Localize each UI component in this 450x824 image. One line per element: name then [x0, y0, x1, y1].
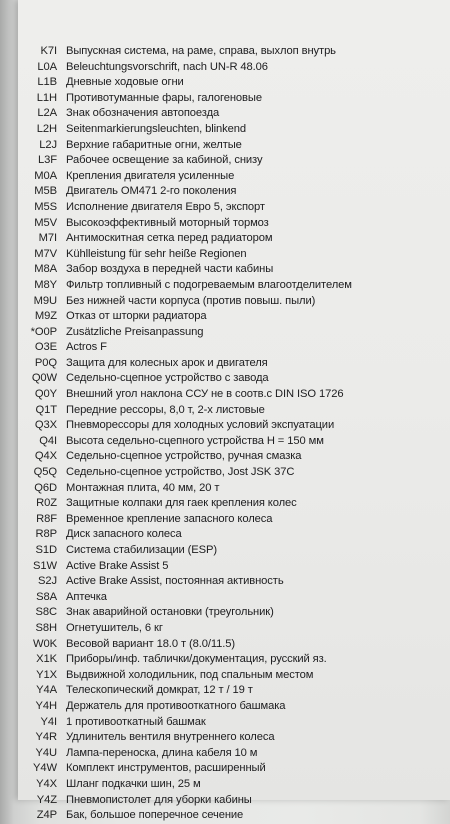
- option-description: Фильтр топливный с подогреваемым влагоотделителем: [66, 278, 352, 291]
- option-description: Система стабилизации (ESP): [66, 544, 218, 556]
- option-code: S1W: [33, 559, 57, 572]
- option-description: Передние рессоры, 8,0 т, 2-х листовые: [66, 403, 265, 416]
- option-row: [0, 512, 450, 528]
- option-row: [0, 262, 450, 278]
- option-row: [0, 340, 450, 356]
- option-code: R8F: [36, 512, 57, 525]
- option-row: [0, 169, 450, 185]
- option-row: [0, 387, 450, 403]
- option-row: [0, 247, 450, 263]
- option-code: R8P: [35, 528, 57, 541]
- option-row: [0, 91, 450, 107]
- option-description: Крепления двигателя усиленные: [66, 169, 235, 182]
- option-description: Знак обозначения автопоезда: [66, 107, 220, 120]
- option-description: Огнетушитель, 6 кг: [66, 621, 163, 634]
- option-description: Приборы/инф. таблички/документация, русский яз.: [66, 653, 327, 666]
- option-description: Исполнение двигателя Евро 5, экспорт: [66, 200, 265, 213]
- option-code: Z4P: [36, 809, 57, 822]
- option-row: [0, 278, 450, 294]
- option-row: [0, 481, 450, 497]
- option-code: M5B: [34, 185, 57, 198]
- option-row: [0, 434, 450, 450]
- option-code: Q1T: [35, 403, 57, 416]
- option-code: Q0W: [31, 372, 57, 385]
- option-code: L0A: [37, 60, 57, 73]
- option-description: Двигатель OM471 2-го поколения: [66, 185, 237, 198]
- option-description: Забор воздуха в передней части кабины: [66, 263, 274, 276]
- option-code: Q4X: [34, 450, 57, 463]
- option-code: W0K: [33, 637, 57, 650]
- option-description: Держатель для противооткатного башмака: [66, 699, 286, 712]
- option-description: Без нижней части корпуса (против повыш. пыли): [66, 294, 316, 307]
- option-row: [0, 699, 450, 715]
- option-description: Beleuchtungsvorschrift, nach UN-R 48.06: [66, 60, 268, 73]
- option-code: Q4I: [39, 434, 57, 447]
- option-row: [0, 527, 450, 543]
- option-code: S8A: [36, 590, 57, 603]
- option-row: [0, 403, 450, 419]
- option-code-list: [0, 44, 450, 824]
- option-description: Временное крепление запасного колеса: [66, 512, 273, 525]
- option-row: [0, 325, 450, 341]
- option-description: Active Brake Assist 5: [66, 559, 169, 572]
- option-description: Защитные колпаки для гаек крепления колес: [66, 497, 297, 510]
- option-row: [0, 808, 450, 824]
- option-code: S1D: [35, 544, 57, 556]
- option-row: [0, 60, 450, 76]
- option-description: Бак, большое поперечное сечение: [66, 809, 244, 822]
- option-description: Шланг подкачки шин, 25 м: [66, 777, 201, 790]
- option-code: M8Y: [34, 278, 57, 291]
- option-description: Седельно-сцепное устройство, ручная смазка: [66, 450, 302, 463]
- option-description: Внешний угол наклона ССУ не в соотв.с DIN ISO 1726: [66, 388, 344, 401]
- option-row: [0, 231, 450, 247]
- option-code: S2J: [38, 575, 57, 588]
- option-description: Телескопический домкрат, 12 т / 19 т: [66, 684, 253, 697]
- option-row: [0, 668, 450, 684]
- option-description: Отказ от шторки радиатора: [66, 310, 207, 323]
- option-code: Y4X: [36, 777, 57, 790]
- option-code: O3E: [34, 341, 57, 354]
- option-code: X1K: [36, 653, 57, 666]
- option-description: Kühlleistung für sehr heiße Regionen: [66, 247, 247, 260]
- option-code: Y1X: [36, 668, 57, 681]
- option-row: [0, 418, 450, 434]
- option-code: Y4W: [33, 762, 57, 775]
- option-row: [0, 200, 450, 216]
- option-code: L2A: [37, 107, 57, 120]
- option-description: Лампа-переноска, длина кабеля 10 м: [66, 746, 258, 759]
- option-row: [0, 356, 450, 372]
- option-code: Y4U: [35, 746, 57, 759]
- option-row: [0, 75, 450, 91]
- option-description: Антимоскитная сетка перед радиатором: [66, 232, 273, 245]
- option-code: L2H: [36, 122, 57, 135]
- option-row: [0, 683, 450, 699]
- option-row: [0, 637, 450, 653]
- option-description: Седельно-сцепное устройство с завода: [66, 372, 269, 385]
- option-row: [0, 371, 450, 387]
- option-code: Q3X: [34, 419, 57, 432]
- option-code: Y4A: [36, 684, 57, 697]
- option-description: Противотуманные фары, галогеновые: [66, 91, 262, 104]
- option-description: Active Brake Assist, постоянная активность: [66, 575, 284, 588]
- option-row: [0, 153, 450, 169]
- option-row: [0, 777, 450, 793]
- option-row: [0, 652, 450, 668]
- option-code: R0Z: [36, 497, 57, 510]
- option-code: Q5Q: [33, 466, 57, 479]
- option-row: [0, 294, 450, 310]
- option-code: Q0Y: [34, 388, 57, 401]
- option-code: M5V: [34, 216, 57, 229]
- option-code: P0Q: [34, 356, 57, 369]
- option-description: Верхние габаритные огни, желтые: [66, 138, 242, 151]
- option-row: [0, 44, 450, 60]
- option-code: M8A: [34, 263, 57, 276]
- option-code: M9Z: [34, 310, 57, 323]
- option-description: Рабочее освещение за кабиной, снизу: [66, 154, 263, 167]
- option-row: [0, 730, 450, 746]
- option-code: S8C: [35, 606, 57, 619]
- option-code: S8H: [35, 621, 57, 634]
- option-code: L1B: [37, 76, 57, 89]
- option-code: M7I: [38, 232, 57, 245]
- option-row: [0, 449, 450, 465]
- option-description: Знак аварийной остановки (треугольник): [66, 606, 274, 619]
- option-description: Монтажная плита, 40 мм, 20 т: [66, 481, 220, 494]
- option-description: Пневморессоры для холодных условий экспуатации: [66, 419, 335, 432]
- option-row: [0, 184, 450, 200]
- option-description: Пневмопистолет для уборки кабины: [66, 793, 252, 806]
- option-row: [0, 715, 450, 731]
- option-row: [0, 605, 450, 621]
- option-description: Защита для колесных арок и двигателя: [66, 356, 268, 369]
- option-description: Высокоэффективный моторный тормоз: [66, 216, 269, 229]
- option-code: L2J: [39, 138, 57, 151]
- option-row: [0, 621, 450, 637]
- option-code: Q6D: [34, 481, 57, 494]
- option-code: Y4Z: [36, 793, 57, 806]
- option-row: [0, 574, 450, 590]
- option-code: Y4H: [35, 699, 57, 712]
- option-description: 1 противооткатный башмак: [66, 715, 206, 728]
- option-code: K7I: [40, 45, 57, 57]
- option-row: [0, 559, 450, 575]
- option-row: [0, 590, 450, 606]
- option-row: [0, 746, 450, 762]
- option-description: Весовой вариант 18.0 т (8.0/11.5): [66, 637, 236, 650]
- option-code: M9U: [33, 294, 57, 307]
- option-code: M5S: [34, 200, 57, 213]
- option-row: [0, 138, 450, 154]
- option-description: Actros F: [66, 341, 107, 354]
- option-description: Удлинитель вентиля внутреннего колеса: [66, 731, 275, 744]
- option-code: Y4R: [35, 731, 57, 744]
- option-row: [0, 465, 450, 481]
- option-code: M0A: [34, 169, 57, 182]
- option-row: [0, 496, 450, 512]
- option-description: Седельно-сцепное устройство, Jost JSK 37C: [66, 466, 295, 479]
- option-description: Аптечка: [66, 590, 107, 603]
- option-description: Zusätzliche Preisanpassung: [66, 325, 204, 338]
- option-row: [0, 761, 450, 777]
- option-row: [0, 543, 450, 559]
- option-row: [0, 122, 450, 138]
- option-row: [0, 309, 450, 325]
- option-description: Высота седельно-сцепного устройства H = 150 мм: [66, 434, 324, 447]
- option-row: [0, 216, 450, 232]
- option-description: Выдвижной холодильник, под спальным местом: [66, 668, 314, 681]
- option-description: Выпускная система, на раме, справа, выхлоп внутрь: [66, 45, 336, 57]
- option-description: Диск запасного колеса: [66, 528, 182, 541]
- option-description: Комплект инструментов, расширенный: [66, 762, 266, 775]
- option-row: [0, 793, 450, 809]
- option-code: Y4I: [40, 715, 57, 728]
- option-row: [0, 106, 450, 122]
- option-description: Дневные ходовые огни: [66, 76, 184, 89]
- option-description: Seitenmarkierungsleuchten, blinkend: [66, 122, 246, 135]
- option-code: *O0P: [30, 325, 57, 338]
- option-code: L1H: [36, 91, 57, 104]
- option-code: M7V: [34, 247, 57, 260]
- option-code: L3F: [38, 154, 57, 167]
